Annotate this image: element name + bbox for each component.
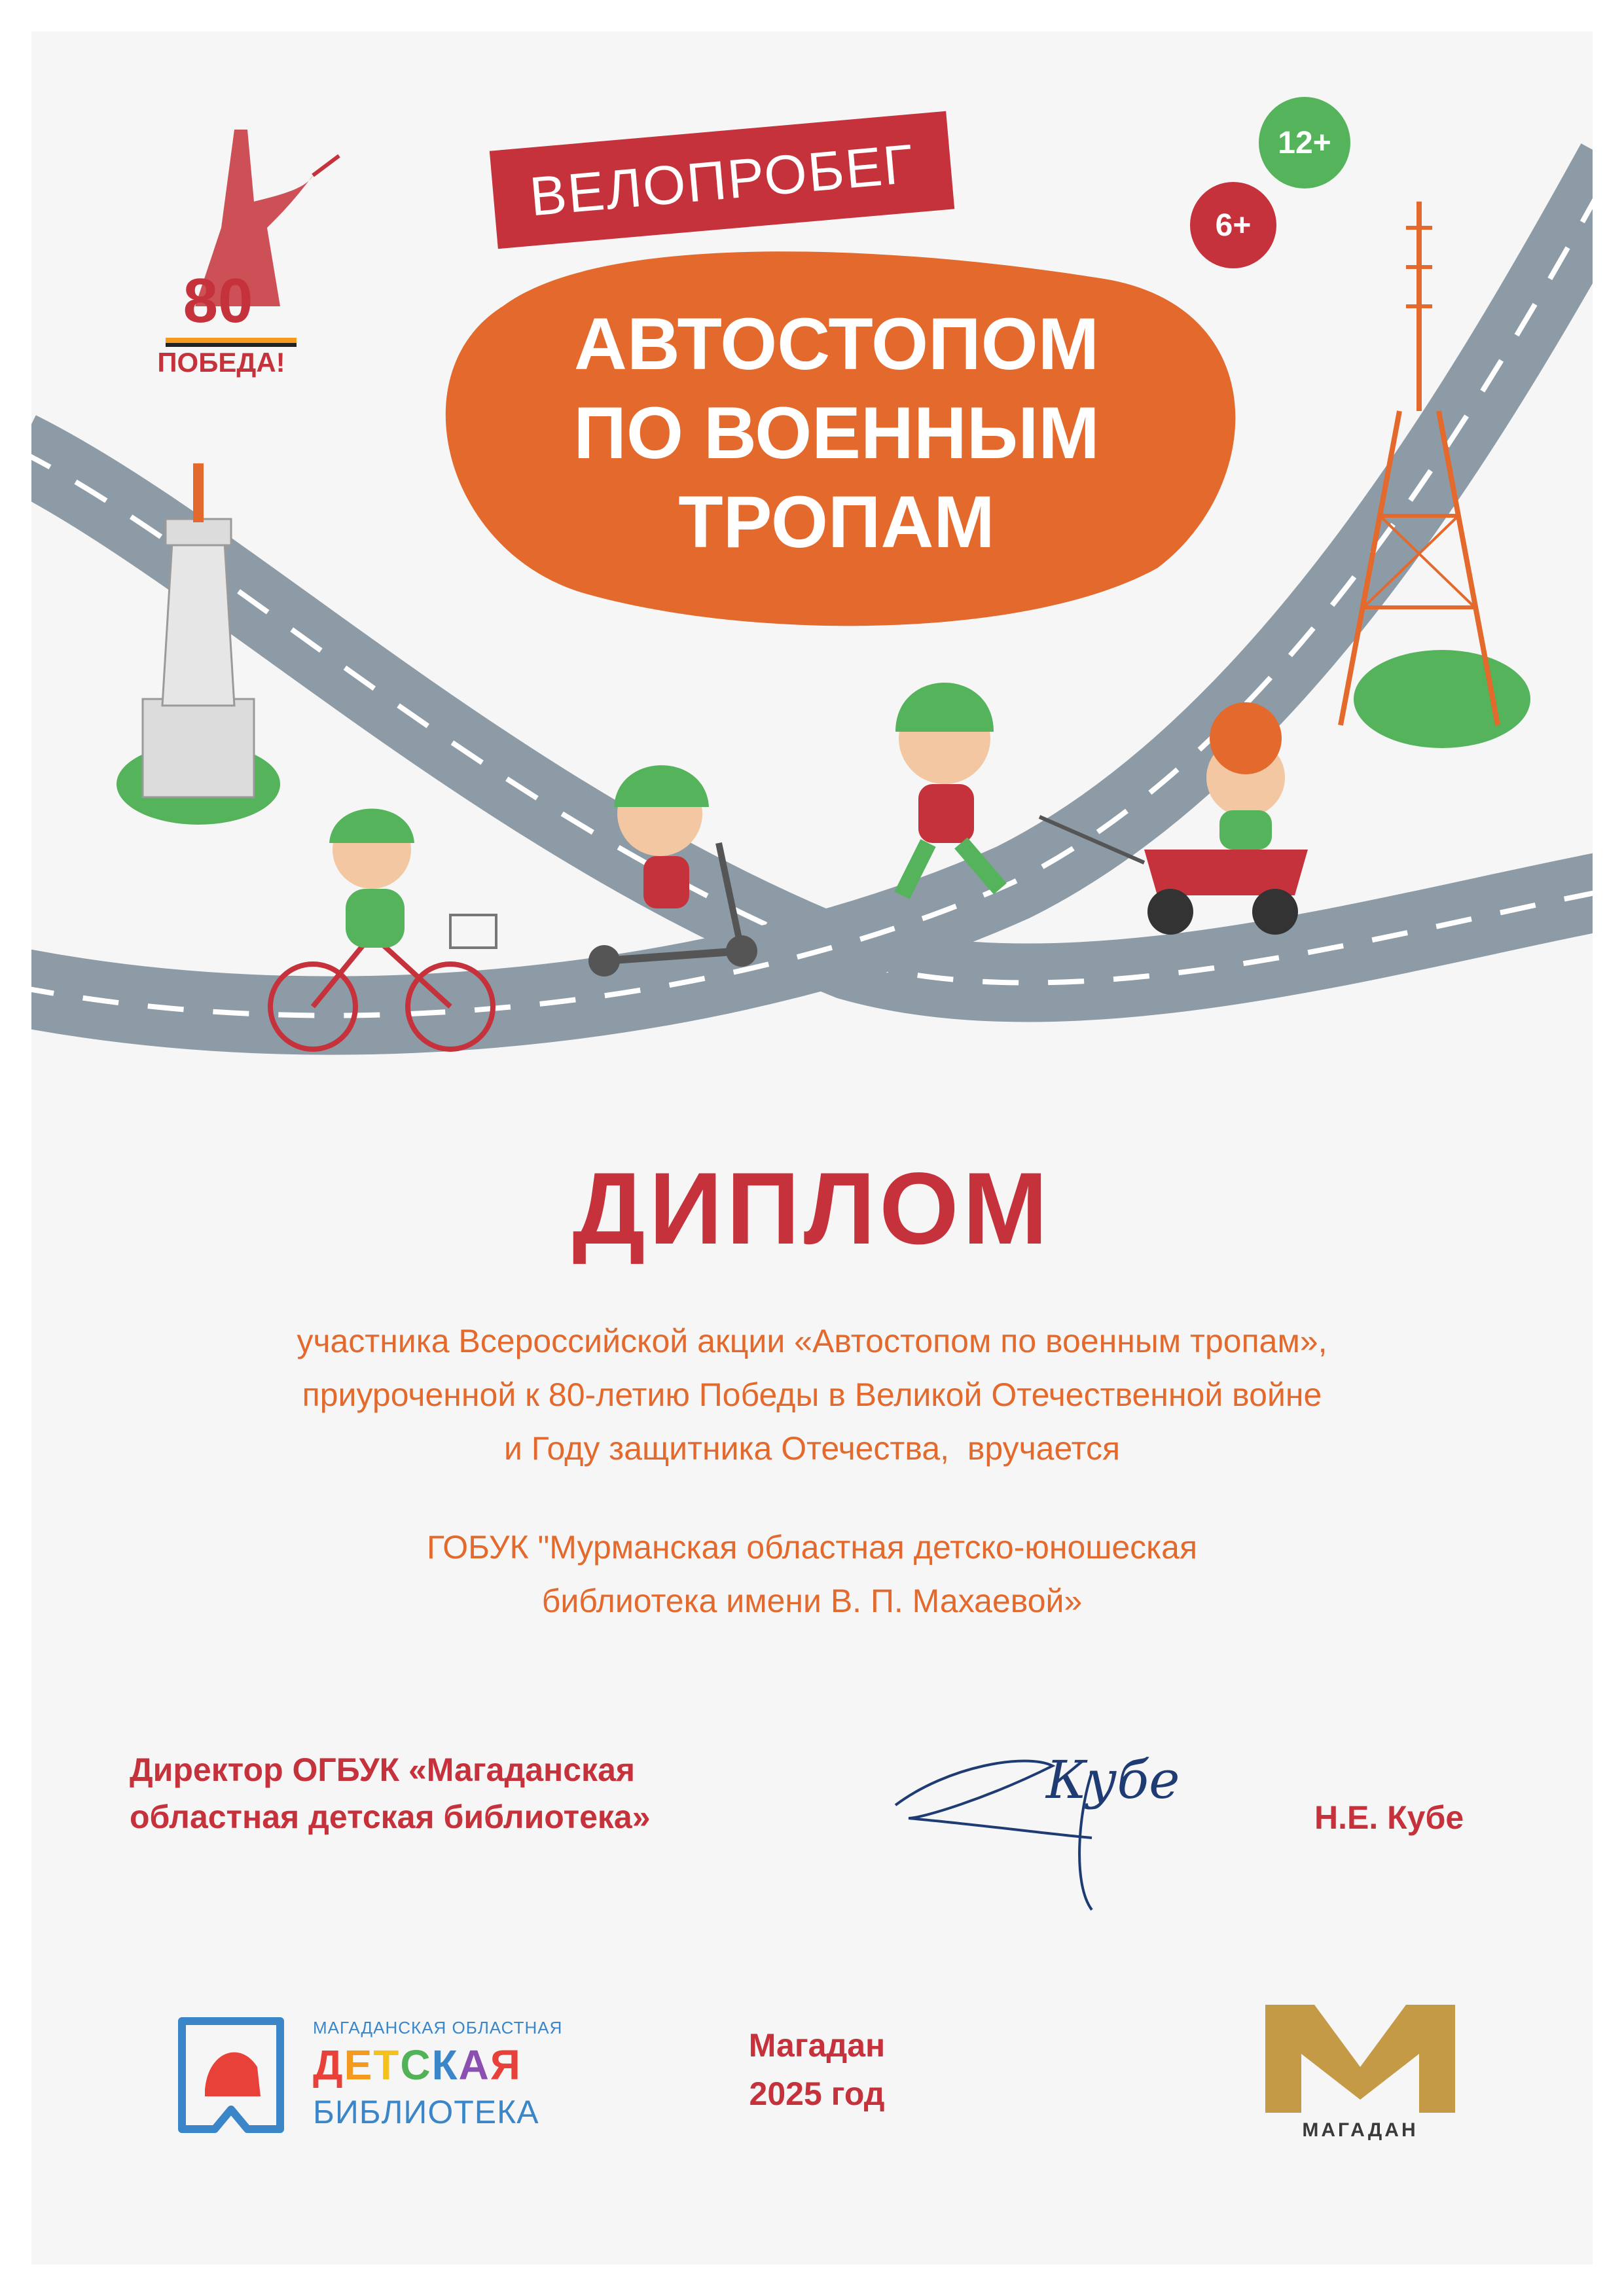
library-letter: К <box>431 2041 459 2089</box>
event-title <box>424 300 1249 567</box>
signer-position-line: областная детская библиотека» <box>130 1799 651 1835</box>
event-title-line: ТРОПАМ <box>678 481 995 563</box>
city-year <box>686 2021 948 2118</box>
pobeda-word: ПОБЕДА! <box>157 347 285 378</box>
library-logo-bottom: БИБЛИОТЕКА <box>313 2094 539 2130</box>
library-logo-middle <box>313 2041 522 2089</box>
event-title-line: ПО ВОЕННЫМ <box>573 392 1100 474</box>
library-logo-icon <box>182 2021 280 2129</box>
description-line: участника Всероссийской акции «Автостопом по военным тропам», <box>297 1323 1327 1359</box>
age-badge-12: 12+ <box>1259 97 1350 188</box>
library-logo-top: МАГАДАНСКАЯ ОБЛАСТНАЯ <box>313 2018 563 2037</box>
recipient-line: библиотека имени В. П. Махаевой» <box>541 1583 1083 1619</box>
magadan-logo-icon <box>1265 2005 1455 2113</box>
signer-position <box>130 1746 850 1840</box>
library-letter: Т <box>373 2041 401 2089</box>
kid-waving-icon <box>895 683 1000 895</box>
recipient-line: ГОБУК "Мурманская областная детско-юношеская <box>426 1529 1198 1566</box>
diploma-heading: ДИПЛОМ <box>572 1152 1052 1266</box>
event-title-line: АВТОСТОПОМ <box>574 303 1099 385</box>
age-badge-6: 6+ <box>1190 182 1276 268</box>
description-line: и Году защитника Отечества, вручается <box>503 1430 1121 1467</box>
description-line: приуроченной к 80-летию Победы в Великой Отечественной войне <box>302 1376 1322 1413</box>
library-letter: Д <box>313 2041 344 2089</box>
library-letter: Я <box>490 2041 522 2089</box>
library-letter: Е <box>344 2041 374 2089</box>
year-line: 2025 год <box>749 2075 885 2112</box>
signer-position-line: Директор ОГБУК «Магаданская <box>130 1751 636 1788</box>
city-line: Магадан <box>748 2027 886 2064</box>
signer-name: Н.Е. Кубе <box>1314 1799 1464 1836</box>
diploma-description <box>31 1314 1593 1475</box>
diploma-page <box>31 31 1593 2265</box>
handwritten-signature: Кубе <box>1046 1749 1180 1810</box>
library-letter: С <box>400 2041 432 2089</box>
library-letter: А <box>458 2041 490 2089</box>
recipient-name <box>31 1520 1593 1628</box>
pobeda-number: 80 <box>183 266 253 336</box>
magadan-logo-word: МАГАДАН <box>1302 2119 1418 2141</box>
event-banner-text: ВЕЛОПРОБЕГ <box>527 132 917 227</box>
